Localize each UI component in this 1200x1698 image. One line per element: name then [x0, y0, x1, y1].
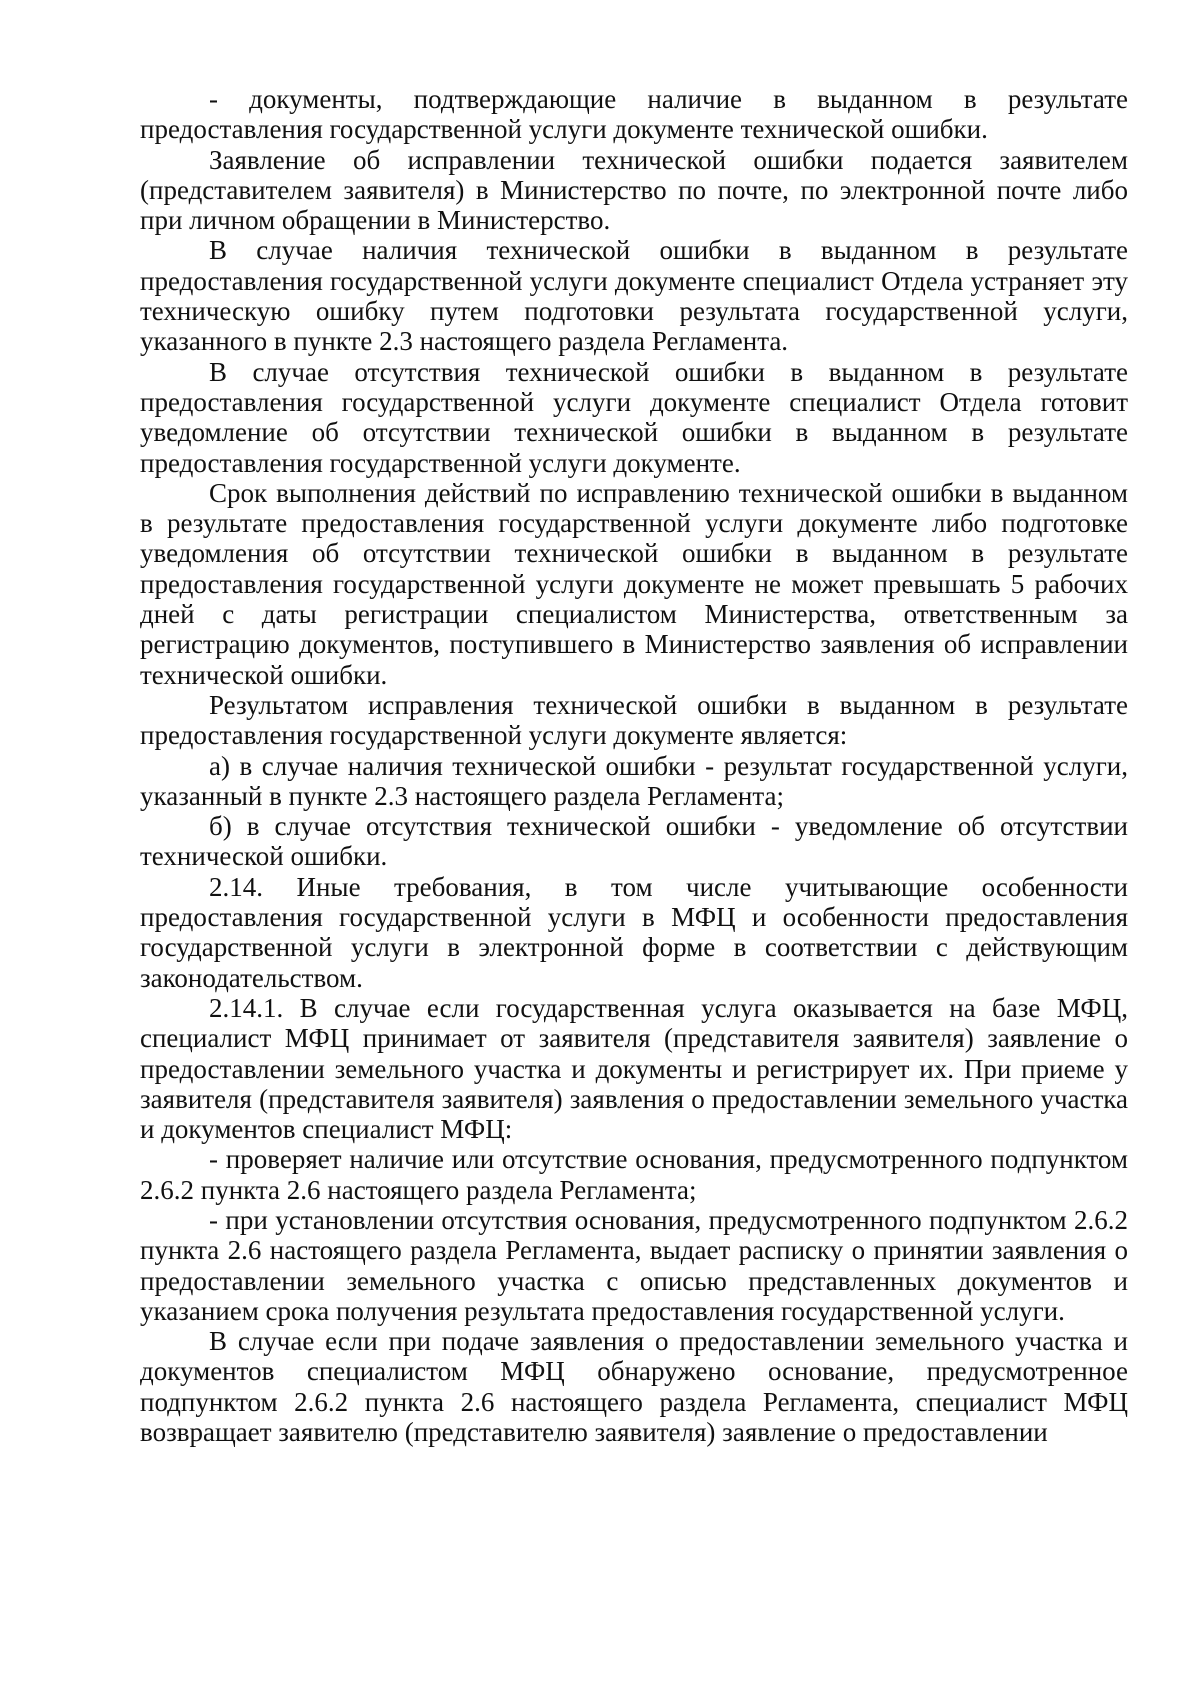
- paragraph-correction-deadline: Срок выполнения действий по исправлению технической ошибки в выданном в результате предоставления государственной услуги документе либо подготовке уведомления об отсутствии технической ошибки в выданном в результате предоставления государственной услуги документе не может превышать 5 рабочих дней с даты регистрации специалистом Министерства, ответственным за регистрацию документов, поступившего в Министерство заявления об исправлении технической ошибки.: [140, 477, 1128, 690]
- paragraph-error-absent: В случае отсутствия технической ошибки в выданном в результате предоставления государственной услуги документе специалист Отдела готовит уведомление об отсутствии технической ошибки в выданном в результате предоставления государственной услуги документе.: [140, 356, 1128, 478]
- paragraph-return-application: В случае если при подаче заявления о предоставлении земельного участка и документов специалистом МФЦ обнаружено основание, предусмотренное подпунктом 2.6.2 пункта 2.6 настоящего раздела Регламента, специалист МФЦ возвращает заявителю (представителю заявителя) заявление о предоставлении: [140, 1326, 1128, 1448]
- paragraph-check-grounds: - проверяет наличие или отсутствие основания, предусмотренного подпунктом 2.6.2 пункта 2.6 настоящего раздела Регламента;: [140, 1144, 1128, 1205]
- paragraph-error-present: В случае наличия технической ошибки в выданном в результате предоставления государственной услуги документе специалист Отдела устраняет эту техническую ошибку путем подготовки результата государственной услуги, указанного в пункте 2.3 настоящего раздела Регламента.: [140, 235, 1128, 357]
- paragraph-result-item-b: б) в случае отсутствия технической ошибки - уведомление об отсутствии технической ошибки.: [140, 811, 1128, 872]
- paragraph-technical-error-documents: - документы, подтверждающие наличие в выданном в результате предоставления государственной услуги документе технической ошибки.: [140, 84, 1128, 145]
- document-page: [140, 84, 1128, 1447]
- paragraph-section-2-14: 2.14. Иные требования, в том числе учитывающие особенности предоставления государственной услуги в МФЦ и особенности предоставления государственной услуги в электронной форме в соответствии с действующим законодательством.: [140, 871, 1128, 993]
- paragraph-application-submission: Заявление об исправлении технической ошибки подается заявителем (представителем заявителя) в Министерство по почте, по электронной почте либо при личном обращении в Министерство.: [140, 144, 1128, 236]
- paragraph-section-2-14-1: 2.14.1. В случае если государственная услуга оказывается на базе МФЦ, специалист МФЦ принимает от заявителя (представителя заявителя) заявление о предоставлении земельного участка и документы и регистрирует их. При приеме у заявителя (представителя заявителя) заявления о предоставлении земельного участка и документов специалист МФЦ:: [140, 992, 1128, 1145]
- paragraph-issue-receipt: - при установлении отсутствия основания, предусмотренного подпунктом 2.6.2 пункта 2.6 настоящего раздела Регламента, выдает расписку о принятии заявления о предоставлении земельного участка с описью представленных документов и указанием срока получения результата предоставления государственной услуги.: [140, 1204, 1128, 1326]
- paragraph-correction-result: Результатом исправления технической ошибки в выданном в результате предоставления государственной услуги документе является:: [140, 689, 1128, 751]
- paragraph-result-item-a: а) в случае наличия технической ошибки - результат государственной услуги, указанный в пункте 2.3 настоящего раздела Регламента;: [140, 750, 1128, 811]
